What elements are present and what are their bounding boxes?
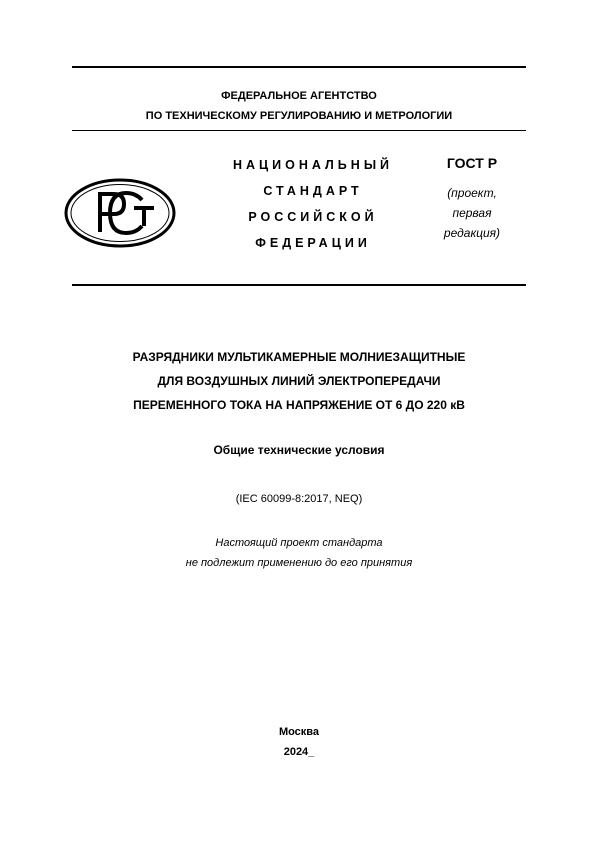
middle-rule: [72, 130, 526, 131]
top-rule: [72, 66, 526, 68]
agency-line-1: ФЕДЕРАЛЬНОЕ АГЕНТСТВО: [221, 90, 377, 102]
city: Москва: [278, 726, 320, 738]
draft-note-line-1: Настоящий проект стандарта: [215, 537, 383, 549]
draft-status-line-1: (проект,: [447, 186, 497, 200]
title-line-3: ПЕРЕМЕННОГО ТОКА НА НАПРЯЖЕНИЕ ОТ 6 ДО 220 кВ: [133, 398, 465, 412]
standard-line-2: СТАНДАРТ: [263, 184, 363, 198]
standard-line-4: ФЕДЕРАЦИИ: [255, 236, 371, 250]
gost-code: ГОСТ Р: [446, 155, 498, 171]
standard-line-3: РОССИЙСКОЙ: [248, 210, 378, 224]
document-title: [72, 345, 526, 417]
title-line-1: РАЗРЯДНИКИ МУЛЬТИКАМЕРНЫЕ МОЛНИЕЗАЩИТНЫЕ: [132, 350, 466, 364]
title-line-2: ДЛЯ ВОЗДУШНЫХ ЛИНИЙ ЭЛЕКТРОПЕРЕДАЧИ: [157, 374, 441, 388]
draft-note-line-2: не подлежит применению до его принятия: [185, 557, 413, 569]
document-subtitle: Общие технические условия: [213, 443, 385, 457]
standard-line-1: НАЦИОНАЛЬНЫЙ: [232, 158, 394, 172]
rst-logo-icon: [64, 178, 176, 248]
draft-note: [72, 533, 526, 573]
year: 2024_: [283, 746, 315, 758]
iec-reference: (IEC 60099-8:2017, NEQ): [235, 493, 363, 505]
imprint: [72, 722, 526, 762]
agency-name: [72, 86, 526, 126]
gost-designation: [430, 153, 514, 243]
bottom-rule: [72, 284, 526, 286]
agency-line-2: ПО ТЕХНИЧЕСКОМУ РЕГУЛИРОВАНИЮ И МЕТРОЛОГИИ: [145, 110, 453, 122]
draft-status-line-2: первая редакция): [443, 206, 501, 240]
national-standard-heading: [200, 152, 426, 256]
